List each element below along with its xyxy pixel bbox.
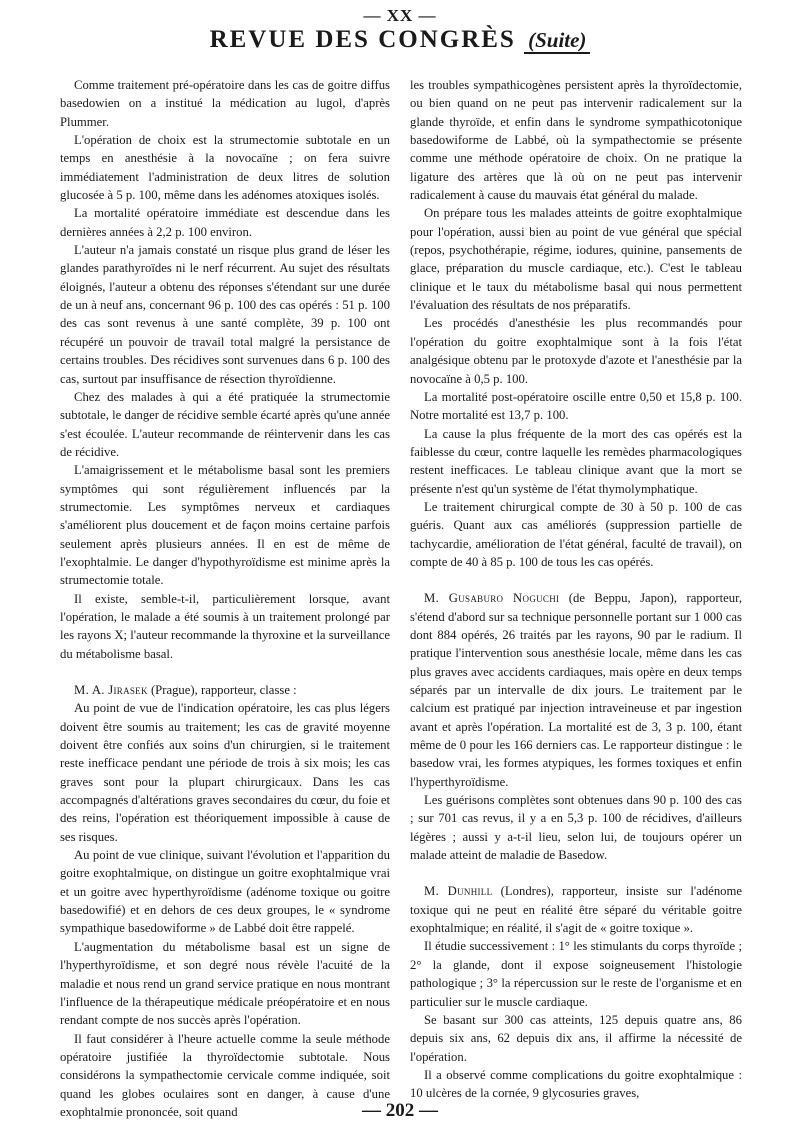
page-number: — 202 — xyxy=(362,1100,438,1121)
paragraph: La mortalité opératoire immédiate est descendue dans les dernières années à 2,2 p. 100 environ. xyxy=(60,206,390,239)
paragraph: On prépare tous les malades atteints de goitre exophtalmique pour l'opération, aussi bien au point de vue général que spécial (repos, psychothérapie, régime, iodures, quinine, pansements de glace, préparation du muscle cardiaque, etc.). C'est le tableau clinique et le taux du métabolisme basal qui nous permettent l'évaluation des résultats de nos préparatifs. xyxy=(410,206,742,313)
paragraph: Il existe, semble-t-il, particulièrement lorsque, avant l'opération, le malade a été soumis à un traitement prolongé par les rayons X; l'auteur recommande la thyroxine et la surveillance du métabolisme basal. xyxy=(60,591,390,661)
paragraph: L'augmentation du métabolisme basal est un signe de l'hyperthyroïdisme, et son degré nous révèle l'acuité de la maladie et nous rend un grand service pratique en nous montrant l'influence de la thérapeutique médicale préopératoire et en nous rendant compte de nos succès après l'opération. xyxy=(60,939,390,1028)
roman-page-number: — XX — xyxy=(363,6,437,25)
paragraph: La cause la plus fréquente de la mort des cas opérés est la faiblesse du cœur, contre laquelle les remèdes pharmacologiques restent inefficaces. Le tableau clinique avant que la mort se présente n'est qu'un système de l'état thymolymphatique. xyxy=(410,426,742,496)
paragraph: Les procédés d'anesthésie les plus recommandés pour l'opération du goitre exophtalmique sont à la fois l'état analgésique obtenu par le protoxyde d'azote et l'anesthésie par la novocaïne à 0,5 p. 100. xyxy=(410,316,742,386)
paragraph: L'amaigrissement et le métabolisme basal sont les premiers symptômes qui sont régulièrement influencés par la strumectomie. Les symptômes nerveux et cardiaques s'améliorent plus doucement et de façon moins certaine parfois seulement après plusieurs années. Il en est de même de l'exophtalmie. Le danger d'hypothyroïdisme est minime après la strumectomie totale. xyxy=(60,463,390,588)
speaker-name: M. Dunhill xyxy=(424,884,493,899)
left-column xyxy=(60,76,390,1119)
paragraph-continued: les troubles sympathicogènes persistent après la thyroïdectomie, ou bien quand on ne peut pas intervenir radicalement sur la glande thyroïde, et enfin dans le syndrome sympathicotonique basedowiforme de Labbé, où la sympathectomie se présente comme une méthode opératoire de choix. On ne pratique la ligature des artères que là où on ne peut pas intervenir radicalement à cause du mauvais état général du malade. xyxy=(410,78,742,203)
paragraph: Comme traitement pré-opératoire dans les cas de goitre diffus basedowien on a institué la médication au lugol, d'après Plummer. xyxy=(60,78,390,129)
paragraph: Il a observé comme complications du goitre exophtalmique : 10 ulcères de la cornée, 9 glycosuries graves, xyxy=(410,1067,742,1101)
speaker-paragraph xyxy=(60,681,390,699)
speaker-name: M. Gusaburo Noguchi xyxy=(424,591,560,606)
speaker-intro: (Prague), rapporteur, classe : xyxy=(147,683,297,697)
paragraph: Le traitement chirurgical compte de 30 à 50 p. 100 de cas guéris. Quant aux cas améliorés (suppression partielle de tachycardie, amélioration de l'état général, faculté de travail), on compte de 40 à 85 p. 100 de tous les cas opérés. xyxy=(410,499,742,569)
speaker-paragraph xyxy=(410,882,742,937)
paragraph: La mortalité post-opératoire oscille entre 0,50 et 15,8 p. 100. Notre mortalité est 13,7 p. 100. xyxy=(410,389,742,423)
right-column xyxy=(410,76,743,1101)
paragraph: Les guérisons complètes sont obtenues dans 90 p. 100 des cas ; sur 701 cas revus, il y a en 5,3 p. 100 de récidives, d'ailleurs légères ; aussi y a-t-il lieu, selon lui, de toujours opérer un malade atteint de maladie de Basedow. xyxy=(410,793,742,863)
paragraph: Chez des malades à qui a été pratiquée la strumectomie subtotale, le danger de récidive semble écarté après qu'une année s'est écoulée. L'auteur recommande de réintervenir dans les cas de récidive. xyxy=(60,389,390,459)
speaker-name: M. A. Jirasek xyxy=(74,683,148,697)
paragraph: Il faut considérer à l'heure actuelle comme la seule méthode opératoire justifiée la thyroïdectomie subtotale. Nous considérons la sympathectomie cervicale comme indiquée, soit quand les globes oculaires sont en danger, à cause d'une exophtalmie prononcée, soit quand xyxy=(60,1031,390,1119)
paragraph: Au point de vue de l'indication opératoire, les cas plus légers doivent être soumis au traitement; les cas de gravité moyenne doivent être confiés aux soins d'un chirurgien, si le traitement reste inefficace pendant une période de trois à six mois; les cas graves sont pour la plupart chirurgicaux. Dans les cas accompagnés d'altérations graves secondaires du cœur, du foie et des reins, l'opération est théoriquement impossible à cause de ses risques. xyxy=(60,701,390,844)
paragraph: L'auteur n'a jamais constaté un risque plus grand de léser les glandes parathyroïdes ni le nerf récurrent. Au sujet des résultats éloignés, l'auteur a obtenu des réponses s'étendant sur une durée de un à neuf ans, concernant 96 p. 100 des cas opérés : 51 p. 100 des cas sont revenus à une santé complète, 39 p. 100 ont récupéré un pouvoir de travail total malgré la persistance de certains troubles. Des récidives sont survenues dans 6 p. 100 des cas, surtout par insuffisance de résection thyroïdienne. xyxy=(60,243,390,386)
title-text: REVUE DES CONGRÈS xyxy=(209,26,516,53)
paragraph: Au point de vue clinique, suivant l'évolution et l'apparition du goitre exophtalmique, on distingue un goitre exophtalmique vrai et un goitre avec hyperthyroïdisme (adénome toxique ou goitre basedowifié) et en dehors de ces deux groupes, le « syndrome sympathique basedowiforme » de Labbé doit être rappelé. xyxy=(60,848,390,936)
title-suite: (Suite) xyxy=(524,28,590,54)
paragraph: L'opération de choix est la strumectomie subtotale en un temps en anesthésie à la novocaïne ; on fera suivre immédiatement l'administration de deux litres de solution glucosée à 5 p. 100, même dans les adénomes atoxiques isolés. xyxy=(60,133,390,203)
speaker-intro: (de Beppu, Japon), rapporteur, s'étend d'abord sur sa technique personnelle portant sur 1 000 cas dont 884 opérés, 26 traités par les rayons, 90 par le radium. Il pratique l'intervention sous anesthésie locale, même dans les cas plus graves avec accidents cardiaques, mais opère en deux temps séparés par un intervalle de dix jours. Le traitement par le calcium est pratiqué par injection intraveineuse et par ingestion avant et après l'opération. La mortalité est de 3, 3 p. 100, étant même de 0 pour les 166 derniers cas. Le rapporteur distingue : le basedow vrai, les formes atypiques, les formes toxiques et enfin l'hyperthyroïdisme. xyxy=(410,591,742,789)
speaker-paragraph xyxy=(410,589,742,791)
speaker-intro: (Londres), rapporteur, insiste sur l'adénome toxique qui ne peut en réalité être séparé du véritable goitre exophtalmique; en réalité, il s'agit de « goitre toxique ». xyxy=(410,884,743,936)
page-title xyxy=(0,26,800,54)
paragraph: Se basant sur 300 cas atteints, 125 depuis quatre ans, 86 depuis six ans, 62 depuis dix ans, il affirme la nécessité de l'opération. xyxy=(410,1012,742,1064)
paragraph: Il étudie successivement : 1° les stimulants du corps thyroïde ; 2° la glande, dont il expose soigneusement l'histologie pathologique ; 3° la répercussion sur le reste de l'organisme et en particulier sur le muscle cardiaque. xyxy=(410,939,742,1009)
